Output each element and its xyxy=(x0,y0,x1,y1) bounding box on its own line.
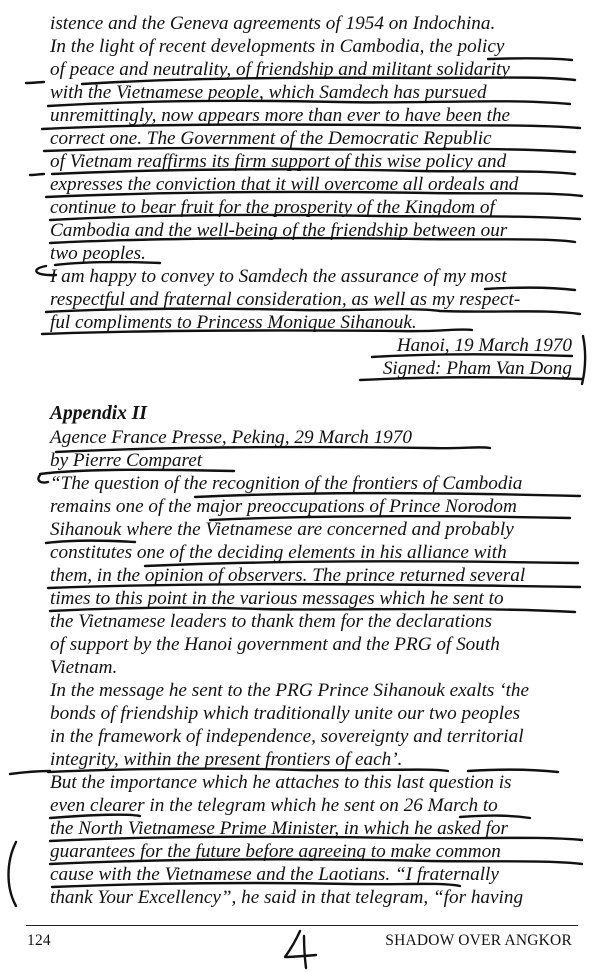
text-line: “The question of the recognition of the frontiers of Cambodia xyxy=(50,473,523,494)
pen-underline xyxy=(38,475,48,483)
text-line: bonds of friendship which traditionally unite our two peoples xyxy=(50,703,521,724)
text-line: remains one of the major preoccupations of Prince Norodom xyxy=(50,496,517,517)
text-line: even clearer in the telegram which he sent on 26 March to xyxy=(50,795,498,816)
text-line: In the light of recent developments in Cambodia, the policy xyxy=(50,36,505,57)
pen-margin-dash xyxy=(30,174,44,175)
pen-bracket xyxy=(582,336,585,384)
text-line: thank Your Excellency”, he said in that telegram, “for having xyxy=(50,887,524,908)
text-line: of Vietnam reaffirms its firm support of this wise policy and xyxy=(50,151,507,172)
text-line: continue to bear fruit for the prosperity of the Kingdom of xyxy=(50,197,495,218)
handwritten-page-mark xyxy=(285,931,316,968)
text-line: cause with the Vietnamese and the Laotians. “I fraternally xyxy=(50,864,499,885)
text-line: expresses the conviction that it will overcome all ordeals and xyxy=(50,174,519,195)
text-line: Vietnam. xyxy=(50,657,118,678)
text-line: unremittingly, now appears more than ever to have been the xyxy=(50,105,511,126)
text-line: ful compliments to Princess Monique Sihanouk. xyxy=(50,312,417,333)
text-line: respectful and fraternal consideration, as well as my respect- xyxy=(50,289,521,310)
text-line: of support by the Hanoi government and the PRG of South xyxy=(50,634,500,655)
text-line: Cambodia and the well-being of the friendship between our xyxy=(50,220,508,241)
text-line: constitutes one of the deciding elements in his alliance with xyxy=(50,542,507,563)
text-line: Sihanouk where the Vietnamese are concerned and probably xyxy=(50,519,514,540)
text-line: I am happy to convey to Samdech the assurance of my most xyxy=(50,266,507,287)
text-line: In the message he sent to the PRG Prince Sihanouk exalts ‘the xyxy=(50,680,530,701)
text-line: them, in the opinion of observers. The prince returned several xyxy=(50,565,526,586)
text-line: by Pierre Comparet xyxy=(50,450,203,471)
text-line: of peace and neutrality, of friendship and militant solidarity xyxy=(50,59,510,80)
text-line: But the importance which he attaches to this last question is xyxy=(50,772,512,793)
text-line: two peoples. xyxy=(50,243,146,264)
text-line: integrity, within the present frontiers of each’. xyxy=(50,749,403,770)
pen-margin-bracket xyxy=(9,842,17,906)
letter-signature: Signed: Pham Van Dong xyxy=(382,358,572,379)
page-number: 124 xyxy=(27,932,51,949)
text-line: guarantees for the future before agreeing to make common xyxy=(50,841,501,862)
text-line: correct one. The Government of the Democratic Republic xyxy=(50,128,492,149)
text-line: Agence France Presse, Peking, 29 March 1970 xyxy=(50,427,412,448)
text-line: the North Vietnamese Prime Minister, in which he asked for xyxy=(50,818,508,839)
text-line: istence and the Geneva agreements of 1954 on Indochina. xyxy=(50,13,496,34)
letter-place-date: Hanoi, 19 March 1970 xyxy=(396,335,572,356)
running-title: SHADOW OVER ANGKOR xyxy=(385,932,572,949)
text-line: with the Vietnamese people, which Samdech has pursued xyxy=(50,82,487,103)
text-line: the Vietnamese leaders to thank them for the declarations xyxy=(50,611,492,632)
appendix-heading: Appendix II xyxy=(50,403,147,424)
pen-margin-dash xyxy=(26,82,44,83)
text-line: in the framework of independence, sovereignty and territorial xyxy=(50,726,524,747)
footer-rule xyxy=(26,925,578,926)
text-line: times to this point in the various messages which he sent to xyxy=(50,588,504,609)
pen-underline xyxy=(10,771,50,774)
